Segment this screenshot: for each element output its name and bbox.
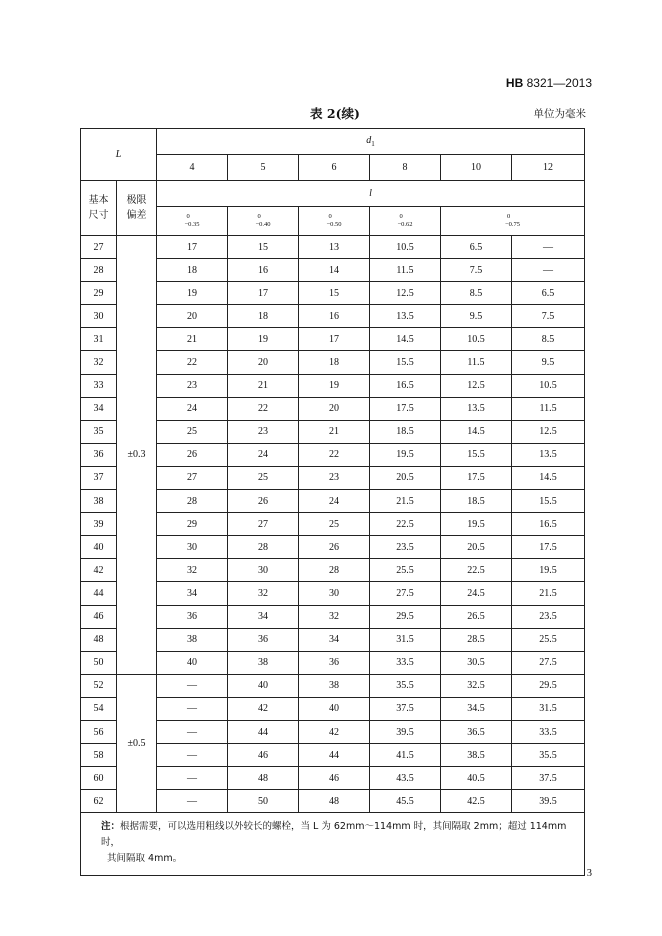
l-value-cell: 35.5 (370, 674, 441, 697)
tolerance-lower: −0.62 (397, 221, 413, 228)
l-value-cell: — (157, 674, 228, 697)
l-value-cell: 37.5 (512, 767, 585, 790)
l-value-cell: 15 (299, 282, 370, 305)
l-value-cell: 38 (299, 674, 370, 697)
d-header (157, 129, 585, 155)
basic-size-cell: 32 (81, 351, 117, 374)
l-value-cell: 44 (299, 744, 370, 767)
tolerance-lower: −0.35 (184, 221, 200, 228)
l-value-cell: 20.5 (370, 466, 441, 489)
l-value-cell: 18.5 (441, 490, 512, 513)
l-value-cell: 25 (299, 513, 370, 536)
l-value-cell: 21 (157, 328, 228, 351)
limit-deviation-cell: ±0.3 (117, 236, 157, 675)
unit-label: 单位为毫米 (533, 108, 586, 120)
d-value-cell: 5 (228, 155, 299, 181)
basic-size-cell: 34 (81, 397, 117, 420)
table-row (81, 651, 585, 674)
note-line-1: 根据需要，可以选用粗线以外较长的螺栓，当 L 为 62mm～114mm 时，其间隔取 2mm；超过 114mm 时， (101, 821, 567, 849)
l-value-cell: 41.5 (370, 744, 441, 767)
l-value-cell: 14.5 (441, 420, 512, 443)
l-tolerance-cell (370, 207, 441, 236)
l-value-cell: 10.5 (370, 236, 441, 259)
l-value-cell: 18 (299, 351, 370, 374)
l-value-cell: 24 (228, 443, 299, 466)
table-caption: 表 2(续) (310, 106, 360, 121)
l-value-cell: 15.5 (512, 490, 585, 513)
l-value-cell: 13.5 (441, 397, 512, 420)
basic-size-cell: 29 (81, 282, 117, 305)
basic-size-cell: 46 (81, 605, 117, 628)
l-value-cell: 25 (228, 466, 299, 489)
table-row (81, 559, 585, 582)
tolerance-stack (397, 213, 412, 229)
standard-number: 8321—2013 (526, 76, 592, 90)
l-value-cell: 23 (157, 374, 228, 397)
l-value-cell: 21.5 (512, 582, 585, 605)
l-value-cell: 30 (299, 582, 370, 605)
l-value-cell: 11.5 (441, 351, 512, 374)
table-row (81, 351, 585, 374)
l-value-cell: 24.5 (441, 582, 512, 605)
l-value-cell: 17.5 (512, 536, 585, 559)
l-value-cell: 15.5 (441, 443, 512, 466)
limit-deviation-header (117, 181, 157, 236)
basic-size-cell: 42 (81, 559, 117, 582)
l-value-cell: 36.5 (441, 720, 512, 743)
d-subscript: 1 (371, 140, 375, 148)
d-value-cell: 6 (299, 155, 370, 181)
l-value-cell: 18.5 (370, 420, 441, 443)
basic-size-cell: 48 (81, 628, 117, 651)
l-value-cell: 22.5 (441, 559, 512, 582)
table-row (81, 374, 585, 397)
table-row (81, 397, 585, 420)
basic-size-cell: 60 (81, 767, 117, 790)
l-tolerance-cell (157, 207, 228, 236)
l-value-cell: 40 (157, 651, 228, 674)
table-row (81, 790, 585, 813)
l-value-cell: 36 (228, 628, 299, 651)
l-value-cell: 11.5 (370, 259, 441, 282)
l-value-cell: 25.5 (370, 559, 441, 582)
l-value-cell: 10.5 (512, 374, 585, 397)
table-row (81, 305, 585, 328)
l-value-cell: 34.5 (441, 697, 512, 720)
l-value-cell: 27.5 (370, 582, 441, 605)
l-value-cell: 17 (228, 282, 299, 305)
l-value-cell: 17.5 (441, 466, 512, 489)
table-row (81, 282, 585, 305)
l-value-cell: 16 (228, 259, 299, 282)
l-value-cell: — (157, 697, 228, 720)
l-value-cell: 30.5 (441, 651, 512, 674)
l-value-cell: 45.5 (370, 790, 441, 813)
l-value-cell: 23.5 (512, 605, 585, 628)
table-row (81, 513, 585, 536)
l-value-cell: 15.5 (370, 351, 441, 374)
l-value-cell: 44 (228, 720, 299, 743)
tolerance-lower: −0.75 (504, 221, 521, 228)
l-value-cell: 34 (228, 605, 299, 628)
tolerance-upper: 0 (257, 213, 261, 220)
l-value-cell: 32.5 (441, 674, 512, 697)
l-value-cell: — (157, 720, 228, 743)
l-value-cell: 40.5 (441, 767, 512, 790)
l-value-cell: 18 (157, 259, 228, 282)
l-value-cell: 8.5 (441, 282, 512, 305)
table-row (81, 628, 585, 651)
l-value-cell: 24 (299, 490, 370, 513)
l-value-cell: 38 (157, 628, 228, 651)
l-value-cell: 36 (299, 651, 370, 674)
table-row (81, 605, 585, 628)
l-value-cell: 9.5 (512, 351, 585, 374)
l-value-cell: 39.5 (512, 790, 585, 813)
l-value-cell: 29 (157, 513, 228, 536)
l-value-cell: 36 (157, 605, 228, 628)
table-row (81, 674, 585, 697)
l-value-cell: 7.5 (512, 305, 585, 328)
l-value-cell: 25.5 (512, 628, 585, 651)
l-value-cell: 20 (299, 397, 370, 420)
note-line-2: 其间隔取 4mm。 (107, 853, 183, 865)
l-value-cell: 30 (228, 559, 299, 582)
table-row (81, 420, 585, 443)
l-value-cell: 27.5 (512, 651, 585, 674)
basic-size-cell: 37 (81, 466, 117, 489)
l-value-cell: 46 (299, 767, 370, 790)
l-value-cell: 32 (299, 605, 370, 628)
basic-size-cell: 33 (81, 374, 117, 397)
table-row (81, 328, 585, 351)
l-value-cell: 17.5 (370, 397, 441, 420)
l-value-cell: 20 (157, 305, 228, 328)
l-value-cell: 20 (228, 351, 299, 374)
l-value-cell: 22 (228, 397, 299, 420)
l-value-cell: 50 (228, 790, 299, 813)
l-value-cell: 16 (299, 305, 370, 328)
l-value-cell: — (157, 790, 228, 813)
tolerance-stack (255, 213, 270, 229)
basic-size-cell: 58 (81, 744, 117, 767)
table-row (81, 536, 585, 559)
table-row (81, 582, 585, 605)
tolerance-stack (184, 213, 199, 229)
l-value-cell: 14.5 (370, 328, 441, 351)
basic-size-cell: 36 (81, 443, 117, 466)
basic-size-cell: 39 (81, 513, 117, 536)
limit-deviation-cell: ±0.5 (117, 674, 157, 813)
note-label: 注： (101, 821, 121, 833)
l-value-cell: 20.5 (441, 536, 512, 559)
dimension-table (80, 128, 585, 876)
l-value-cell: 34 (157, 582, 228, 605)
table-row (81, 744, 585, 767)
l-value-cell: 22.5 (370, 513, 441, 536)
l-header: l (157, 181, 585, 207)
l-value-cell: 14.5 (512, 466, 585, 489)
l-value-cell: 13.5 (370, 305, 441, 328)
l-value-cell: 43.5 (370, 767, 441, 790)
basic-size-cell: 30 (81, 305, 117, 328)
l-value-cell: 8.5 (512, 328, 585, 351)
d-symbol: d (366, 135, 372, 146)
tolerance-upper: 0 (399, 213, 403, 220)
l-value-cell: 16.5 (370, 374, 441, 397)
l-value-cell: 22 (299, 443, 370, 466)
standard-code (480, 76, 592, 90)
l-value-cell: 32 (157, 559, 228, 582)
l-value-cell: 42 (228, 697, 299, 720)
tolerance-upper: 0 (506, 213, 511, 220)
d-value-cell: 8 (370, 155, 441, 181)
basic-size-cell: 62 (81, 790, 117, 813)
tolerance-upper: 0 (328, 213, 332, 220)
table-row (81, 720, 585, 743)
table-row (81, 259, 585, 282)
l-value-cell: 17 (157, 236, 228, 259)
l-value-cell: 10.5 (441, 328, 512, 351)
l-value-cell: 26 (228, 490, 299, 513)
basic-size-cell: 35 (81, 420, 117, 443)
l-value-cell: 28 (299, 559, 370, 582)
l-value-cell: 21.5 (370, 490, 441, 513)
l-value-cell: 6.5 (441, 236, 512, 259)
d-value-cell: 12 (512, 155, 585, 181)
basic-size-cell: 27 (81, 236, 117, 259)
d-value-cell: 10 (441, 155, 512, 181)
l-value-cell: 26 (157, 443, 228, 466)
tolerance-stack (505, 213, 520, 229)
basic-size-label: 基本 尺寸 (88, 195, 109, 221)
basic-size-cell: 40 (81, 536, 117, 559)
basic-size-cell: 38 (81, 490, 117, 513)
l-tolerance-cell (228, 207, 299, 236)
l-value-cell: 18 (228, 305, 299, 328)
l-value-cell: 37.5 (370, 697, 441, 720)
l-value-cell: 15 (228, 236, 299, 259)
basic-size-header (81, 181, 117, 236)
l-value-cell: 9.5 (441, 305, 512, 328)
l-value-cell: 7.5 (441, 259, 512, 282)
L-header: L (81, 129, 157, 181)
l-value-cell: 33.5 (370, 651, 441, 674)
table-row (81, 697, 585, 720)
table-note (81, 813, 585, 876)
d-value-cell: 4 (157, 155, 228, 181)
l-value-cell: 14 (299, 259, 370, 282)
page-number: 3 (586, 868, 592, 879)
table-row (81, 466, 585, 489)
l-value-cell: 21 (299, 420, 370, 443)
l-value-cell: — (157, 767, 228, 790)
l-value-cell: 29.5 (370, 605, 441, 628)
l-value-cell: 30 (157, 536, 228, 559)
l-value-cell: 48 (299, 790, 370, 813)
l-value-cell: 31.5 (512, 697, 585, 720)
l-value-cell: 32 (228, 582, 299, 605)
l-value-cell: 17 (299, 328, 370, 351)
l-value-cell: 23.5 (370, 536, 441, 559)
l-value-cell: 11.5 (512, 397, 585, 420)
l-value-cell: 19 (228, 328, 299, 351)
l-value-cell: 19.5 (512, 559, 585, 582)
l-value-cell: 31.5 (370, 628, 441, 651)
table-row (81, 443, 585, 466)
basic-size-cell: 50 (81, 651, 117, 674)
basic-size-cell: 31 (81, 328, 117, 351)
l-value-cell: 28.5 (441, 628, 512, 651)
l-value-cell: 22 (157, 351, 228, 374)
basic-size-cell: 44 (81, 582, 117, 605)
basic-size-cell: 52 (81, 674, 117, 697)
tolerance-lower: −0.50 (326, 221, 342, 228)
l-value-cell: 19 (157, 282, 228, 305)
note-row (81, 813, 585, 876)
l-value-cell: 35.5 (512, 744, 585, 767)
l-value-cell: 42.5 (441, 790, 512, 813)
l-value-cell: 33.5 (512, 720, 585, 743)
l-value-cell: 12.5 (370, 282, 441, 305)
l-value-cell: — (512, 259, 585, 282)
table-row (81, 490, 585, 513)
table-row (81, 236, 585, 259)
basic-size-cell: 54 (81, 697, 117, 720)
l-value-cell: 19.5 (370, 443, 441, 466)
l-value-cell: 26.5 (441, 605, 512, 628)
basic-size-cell: 28 (81, 259, 117, 282)
l-value-cell: 40 (299, 697, 370, 720)
l-value-cell: 13 (299, 236, 370, 259)
l-value-cell: 19 (299, 374, 370, 397)
tolerance-upper: 0 (186, 213, 190, 220)
l-value-cell: 28 (228, 536, 299, 559)
l-value-cell: 25 (157, 420, 228, 443)
l-value-cell: 40 (228, 674, 299, 697)
l-value-cell: 19.5 (441, 513, 512, 536)
table-row (81, 767, 585, 790)
l-value-cell: 48 (228, 767, 299, 790)
l-value-cell: 24 (157, 397, 228, 420)
l-tolerance-cell (441, 207, 585, 236)
l-value-cell: 28 (157, 490, 228, 513)
tolerance-stack (326, 213, 341, 229)
limit-deviation-label: 极限 偏差 (126, 195, 147, 221)
l-value-cell: 38.5 (441, 744, 512, 767)
l-value-cell: 38 (228, 651, 299, 674)
tolerance-lower: −0.40 (255, 221, 271, 228)
l-value-cell: — (512, 236, 585, 259)
l-value-cell: — (157, 744, 228, 767)
l-value-cell: 13.5 (512, 443, 585, 466)
standard-prefix: HB (505, 76, 524, 90)
l-value-cell: 21 (228, 374, 299, 397)
l-value-cell: 39.5 (370, 720, 441, 743)
l-tolerance-cell (299, 207, 370, 236)
l-value-cell: 34 (299, 628, 370, 651)
l-value-cell: 29.5 (512, 674, 585, 697)
l-value-cell: 16.5 (512, 513, 585, 536)
basic-size-cell: 56 (81, 720, 117, 743)
l-value-cell: 23 (299, 466, 370, 489)
l-value-cell: 27 (228, 513, 299, 536)
l-value-cell: 42 (299, 720, 370, 743)
l-value-cell: 46 (228, 744, 299, 767)
l-value-cell: 12.5 (512, 420, 585, 443)
l-value-cell: 23 (228, 420, 299, 443)
l-value-cell: 12.5 (441, 374, 512, 397)
l-value-cell: 6.5 (512, 282, 585, 305)
l-value-cell: 27 (157, 466, 228, 489)
l-value-cell: 26 (299, 536, 370, 559)
